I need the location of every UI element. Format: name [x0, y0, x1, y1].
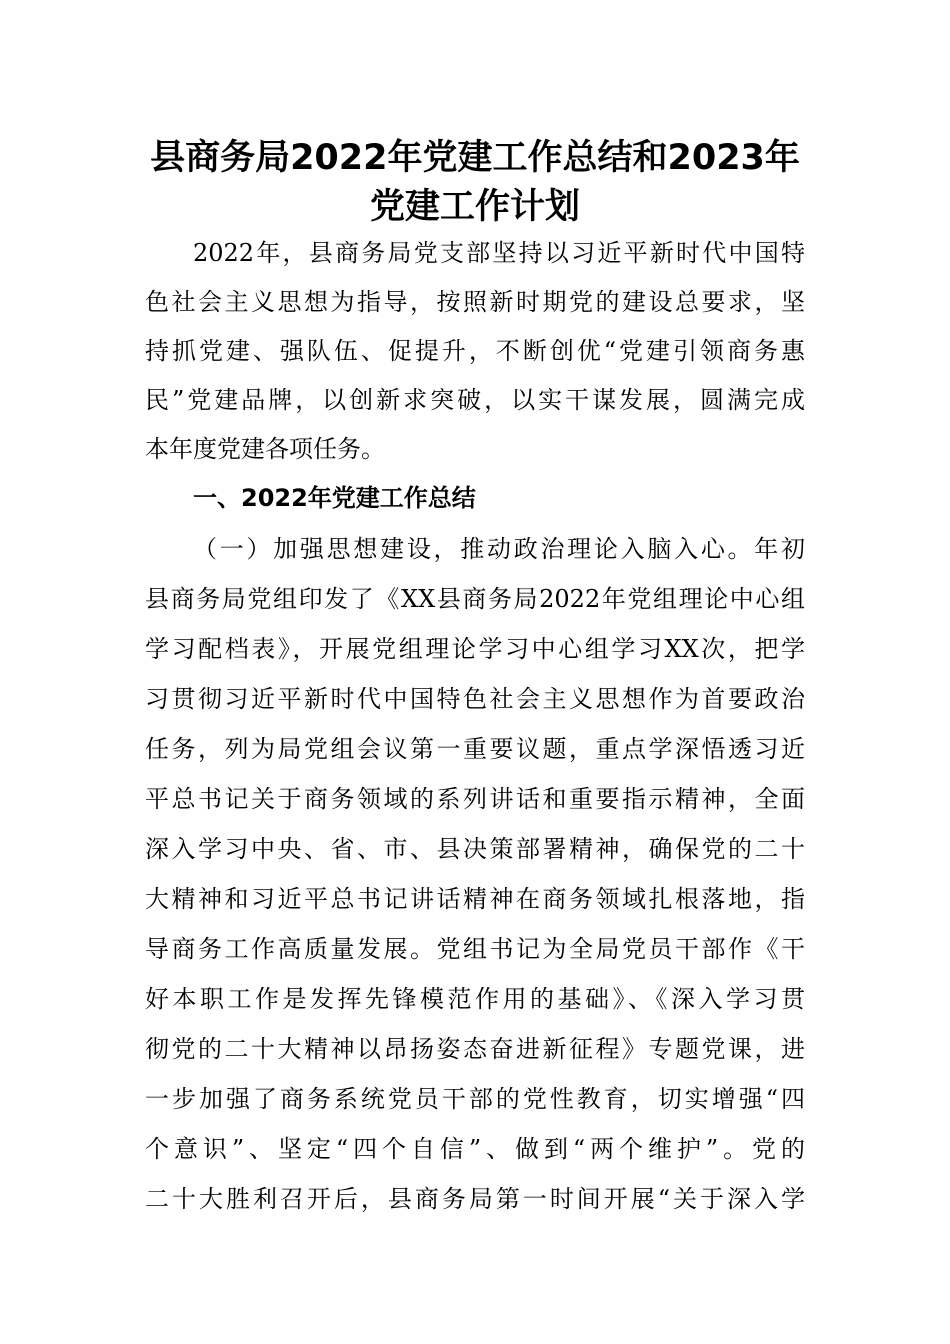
body-line: 个意识”、坚定“四个自信”、做到“两个维护”。党的: [145, 1135, 805, 1163]
section-heading: 一、2022年党建工作总结: [193, 484, 476, 512]
body-line: 一步加强了商务系统党员干部的党性教育，切实增强“四: [145, 1085, 805, 1113]
intro-line: 持抓党建、强队伍、促提升，不断创优“党建引领商务惠: [145, 337, 805, 365]
body-line: 任务，列为局党组会议第一重要议题，重点学深悟透习近: [145, 735, 805, 763]
body-line: 县商务局党组印发了《XX县商务局2022年党组理论中心组: [145, 585, 805, 613]
intro-line: 民”党建品牌，以创新求突破，以实干谋发展，圆满完成: [145, 386, 805, 414]
body-line: 平总书记关于商务领域的系列讲话和重要指示精神，全面: [145, 785, 805, 813]
intro-line: 本年度党建各项任务。: [145, 435, 385, 463]
body-line: 二十大胜利召开后，县商务局第一时间开展“关于深入学: [145, 1185, 805, 1213]
document-title-line-1: 县商务局2022年党建工作总结和2023年: [150, 138, 800, 178]
body-line: （一）加强思想建设，推动政治理论入脑入心。年初: [193, 535, 805, 563]
body-line: 深入学习中央、省、市、县决策部署精神，确保党的二十: [145, 835, 805, 863]
document-title-line-2: 党建工作计划: [369, 187, 580, 227]
body-line: 导商务工作高质量发展。党组书记为全局党员干部作《干: [145, 935, 805, 963]
body-line: 彻党的二十大精神以昂扬姿态奋进新征程》专题党课，进: [145, 1035, 805, 1063]
body-line: 学习配档表》，开展党组理论学习中心组学习XX次，把学: [145, 635, 805, 663]
body-line: 好本职工作是发挥先锋模范作用的基础》、《深入学习贯: [145, 985, 805, 1013]
intro-line: 色社会主义思想为指导，按照新时期党的建设总要求，坚: [145, 288, 805, 316]
body-line: 习贯彻习近平新时代中国特色社会主义思想作为首要政治: [145, 685, 805, 713]
intro-line: 2022年，县商务局党支部坚持以习近平新时代中国特: [193, 239, 805, 267]
body-line: 大精神和习近平总书记讲话精神在商务领域扎根落地，指: [145, 885, 805, 913]
